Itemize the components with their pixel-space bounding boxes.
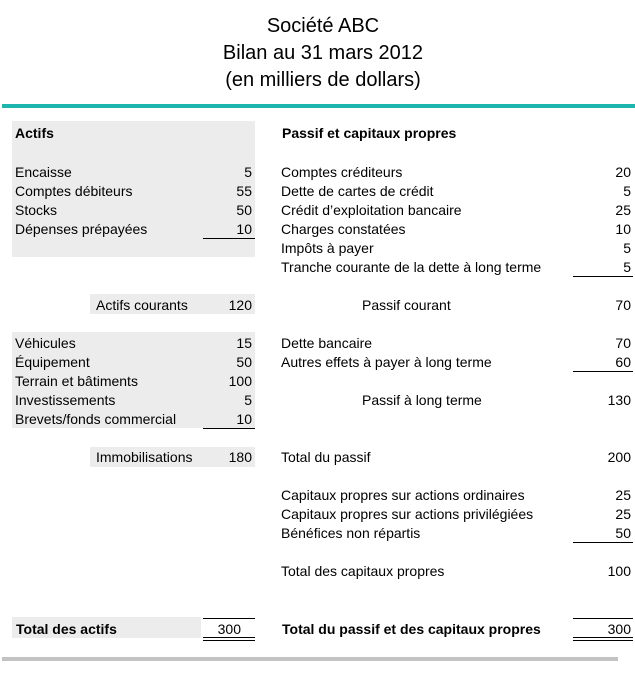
liability-label: Comptes créditeurs xyxy=(281,164,403,180)
total-double-underline xyxy=(203,637,255,638)
current-liabilities-label: Passif courant xyxy=(362,297,451,313)
asset-value: 15 xyxy=(236,335,252,351)
current-assets-label: Actifs courants xyxy=(96,297,188,313)
assets-heading: Actifs xyxy=(15,125,54,141)
total-liabilities-label: Total du passif xyxy=(281,449,371,465)
liability-value: 60 xyxy=(615,354,631,370)
total-liabilities-value: 200 xyxy=(607,449,631,465)
liability-value: 5 xyxy=(623,183,631,199)
total-assets-value: 300 xyxy=(217,621,241,637)
equity-label: Bénéfices non répartis xyxy=(281,525,421,541)
liability-label: Crédit d’exploitation bancaire xyxy=(281,202,462,218)
asset-label: Investissements xyxy=(15,392,116,408)
liability-label: Tranche courante de la dette à long terme xyxy=(281,259,542,275)
subtotal-underline xyxy=(203,428,255,429)
liability-value: 10 xyxy=(615,221,631,237)
equity-label: Capitaux propres sur actions ordinaires xyxy=(281,487,525,503)
asset-value: 55 xyxy=(236,183,252,199)
current-assets-value: 120 xyxy=(228,297,252,313)
liability-value: 5 xyxy=(623,240,631,256)
liability-value: 5 xyxy=(623,259,631,275)
equity-value: 50 xyxy=(615,525,631,541)
liability-value: 20 xyxy=(615,164,631,180)
asset-label: Dépenses prépayées xyxy=(15,221,148,237)
asset-label: Véhicules xyxy=(15,335,76,351)
liability-value: 70 xyxy=(615,335,631,351)
current-liabilities-value: 70 xyxy=(615,297,631,313)
liability-label: Dette bancaire xyxy=(281,335,373,351)
liability-label: Charges constatées xyxy=(281,221,406,237)
asset-label: Encaisse xyxy=(15,164,72,180)
asset-label: Brevets/fonds commercial xyxy=(15,411,177,427)
equity-value: 25 xyxy=(615,506,631,522)
header-divider xyxy=(2,104,635,108)
footer-divider xyxy=(2,657,618,661)
total-overline xyxy=(573,618,633,619)
asset-value: 50 xyxy=(236,354,252,370)
total-equity-label: Total des capitaux propres xyxy=(281,563,445,579)
liability-value: 25 xyxy=(615,202,631,218)
subtotal-underline xyxy=(573,276,633,277)
grand-total-label: Total du passif et des capitaux propres xyxy=(282,621,541,637)
subtotal-underline xyxy=(573,542,633,543)
total-double-underline xyxy=(573,637,633,638)
subtotal-underline xyxy=(203,238,255,239)
equity-value: 25 xyxy=(615,487,631,503)
liability-label: Dette de cartes de crédit xyxy=(281,183,434,199)
asset-value: 5 xyxy=(244,164,252,180)
total-double-underline xyxy=(573,640,633,641)
subtotal-underline xyxy=(573,371,633,372)
total-assets-label: Total des actifs xyxy=(16,621,117,637)
statement-title: Bilan au 31 mars 2012 xyxy=(222,42,424,64)
fixed-assets-label: Immobilisations xyxy=(96,449,193,465)
total-double-underline xyxy=(203,640,255,641)
liability-label: Autres effets à payer à long terme xyxy=(281,354,492,370)
total-overline xyxy=(203,618,255,619)
company-name: Société ABC xyxy=(266,15,380,37)
asset-value: 10 xyxy=(236,411,252,427)
fixed-assets-value: 180 xyxy=(228,449,252,465)
long-term-liabilities-label: Passif à long terme xyxy=(362,392,482,408)
units-subtitle: (en milliers de dollars) xyxy=(225,69,421,91)
asset-value: 5 xyxy=(244,392,252,408)
equity-label: Capitaux propres sur actions privilégiées xyxy=(281,506,534,522)
asset-label: Comptes débiteurs xyxy=(15,183,133,199)
asset-value: 50 xyxy=(236,202,252,218)
asset-label: Stocks xyxy=(15,202,58,218)
asset-label: Terrain et bâtiments xyxy=(15,373,138,389)
liability-label: Impôts à payer xyxy=(281,240,374,256)
asset-value: 10 xyxy=(236,221,252,237)
long-term-liabilities-value: 130 xyxy=(607,392,631,408)
asset-value: 100 xyxy=(228,373,252,389)
total-equity-value: 100 xyxy=(607,563,631,579)
liabilities-heading: Passif et capitaux propres xyxy=(282,125,457,141)
asset-label: Équipement xyxy=(15,354,90,370)
grand-total-value: 300 xyxy=(607,621,631,637)
